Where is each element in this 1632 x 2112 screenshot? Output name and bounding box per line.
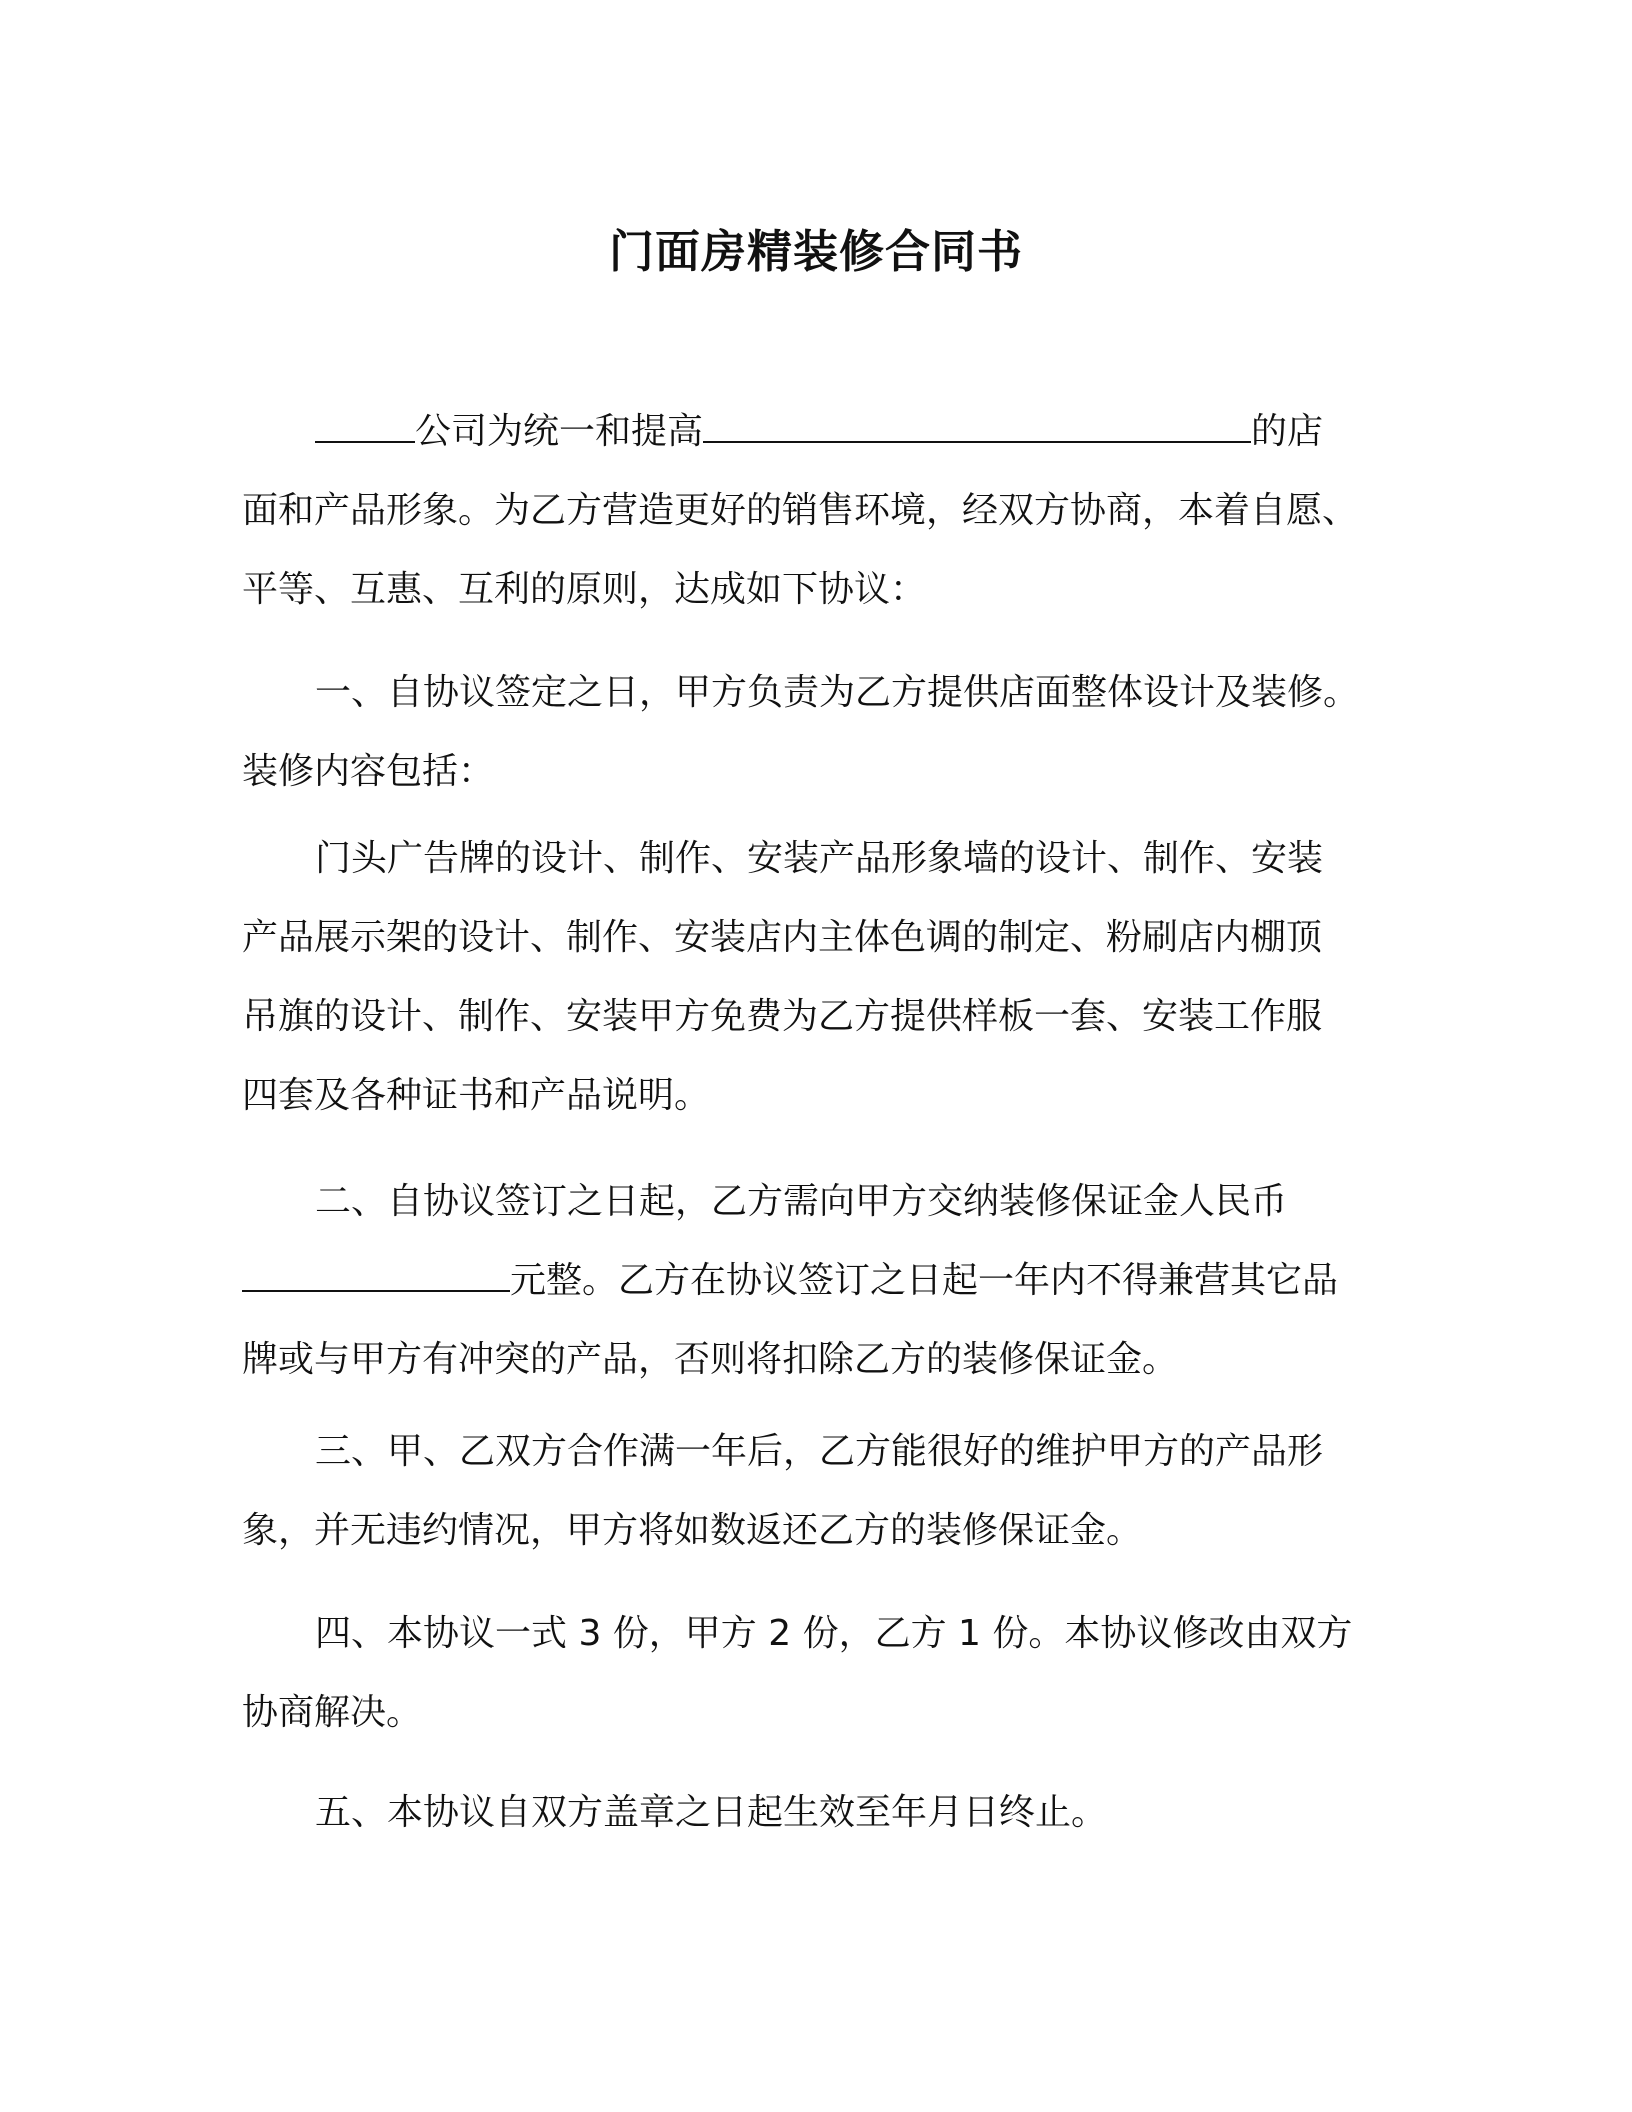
intro-text-2: 的店 [1251,411,1324,452]
clause-1-line-2: 装修内容包括： [242,751,495,792]
clause-5-line-1: 五、本协议自双方盖章之日起生效至年月日终止。 [315,1792,1108,1833]
clause-4-line-1: 四、本协议一式 3 份，甲方 2 份，乙方 1 份。本协议修改由双方 [315,1613,1353,1654]
clause-5 [242,1773,1392,1852]
intro-text-1: 公司为统一和提高 [415,411,704,452]
content-line-4: 四套及各种证书和产品说明。 [242,1075,711,1116]
clause-3-line-1: 三、甲、乙双方合作满一年后，乙方能很好的维护甲方的产品形 [315,1431,1324,1472]
intro-paragraph [242,392,1392,629]
clause-1-line-1: 一、自协议签定之日，甲方负责为乙方提供店面整体设计及装修。 [315,672,1360,713]
clause-4 [242,1594,1392,1752]
document-title: 门面房精装修合同书 [608,225,1023,278]
clause-1 [242,653,1392,811]
clause-2 [242,1162,1392,1399]
intro-line-3: 平等、互惠、互利的原则，达成如下协议： [242,569,927,610]
clause-2-line-3: 牌或与甲方有冲突的产品，否则将扣除乙方的装修保证金。 [242,1339,1179,1380]
clause-3 [242,1412,1392,1570]
intro-line-2: 面和产品形象。为乙方营造更好的销售环境，经双方协商，本着自愿、 [242,490,1359,531]
clause-3-line-2: 象，并无违约情况，甲方将如数返还乙方的装修保证金。 [242,1510,1143,1551]
decoration-content [242,819,1392,1135]
intro-line-1 [242,392,1392,471]
product-blank [703,411,1251,443]
content-line-3: 吊旗的设计、制作、安装甲方免费为乙方提供样板一套、安装工作服 [242,996,1323,1037]
company-blank [315,411,415,443]
content-line-2: 产品展示架的设计、制作、安装店内主体色调的制定、粉刷店内棚顶 [242,917,1323,958]
clause-4-line-2: 协商解决。 [242,1692,423,1733]
clause-2-line-2-text: 元整。乙方在协议签订之日起一年内不得兼营其它品 [510,1260,1339,1301]
content-line-1: 门头广告牌的设计、制作、安装产品形象墙的设计、制作、安装 [315,838,1324,879]
clause-2-line-1: 二、自协议签订之日起，乙方需向甲方交纳装修保证金人民币 [315,1181,1288,1222]
deposit-amount-blank [242,1260,510,1292]
clause-2-line-2 [242,1241,1392,1320]
